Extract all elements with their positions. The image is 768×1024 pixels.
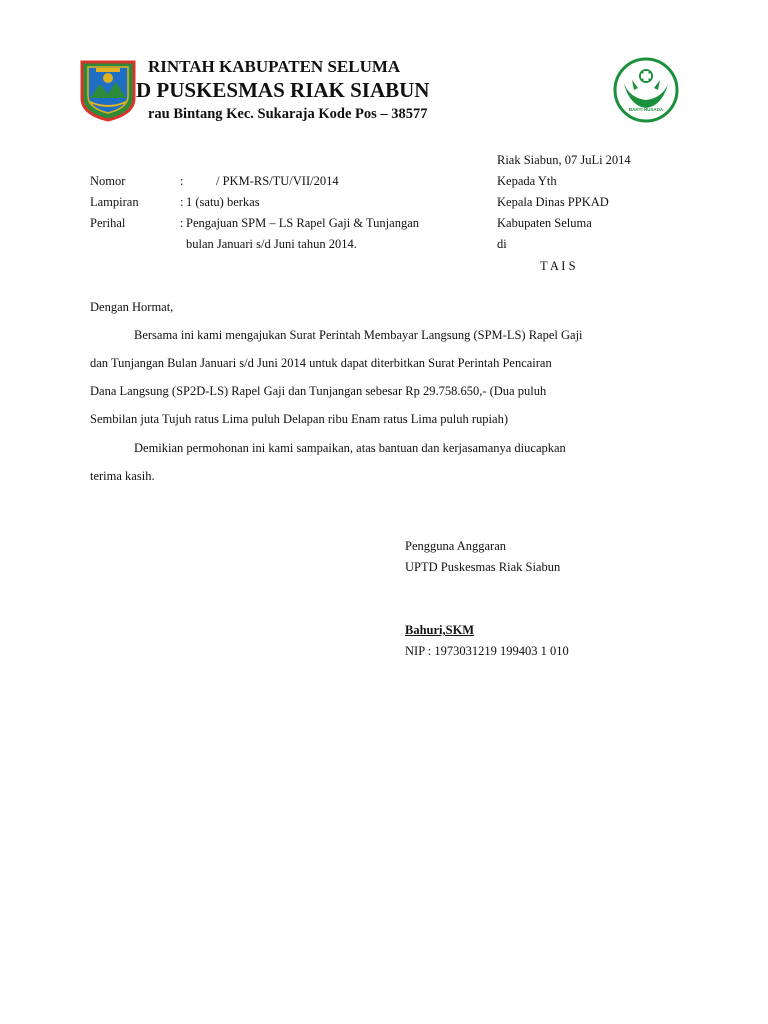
bakti-husada-label: BAKTI HUSADA: [628, 107, 664, 112]
signature-name: Bahuri,SKM: [405, 623, 475, 637]
signature-role-1: Pengguna Anggaran: [405, 539, 507, 553]
meta-sep-nomor: :: [180, 174, 184, 188]
recipient-line-3: Kabupaten Seluma: [497, 216, 592, 230]
body-line-5: Demikian permohonan ini kami sampaikan, atas bantuan dan kerjasamanya diucapkan: [134, 441, 566, 455]
recipient-line-4: di: [497, 237, 507, 251]
letter-date: Riak Siabun, 07 JuLi 2014: [497, 153, 631, 167]
header-line-3: rau Bintang Kec. Sukaraja Kode Pos – 38577: [148, 106, 428, 122]
meta-value-lampiran: 1 (satu) berkas: [186, 195, 260, 209]
header-line-1: RINTAH KABUPATEN SELUMA: [148, 57, 401, 76]
meta-value-perihal: Pengajuan SPM – LS Rapel Gaji & Tunjangan: [186, 216, 419, 230]
meta-label-perihal: Perihal: [90, 216, 126, 230]
meta-value-perihal-line2: bulan Januari s/d Juni tahun 2014.: [186, 237, 357, 251]
meta-label-nomor: Nomor: [90, 174, 126, 188]
body-line-6: terima kasih.: [90, 469, 155, 483]
header-line-2: D PUSKESMAS RIAK SIABUN: [136, 78, 430, 102]
meta-sep-lampiran: :: [180, 195, 184, 209]
bakti-husada-emblem-icon: [612, 56, 680, 124]
meta-sep-perihal: :: [180, 216, 184, 230]
recipient-line-5: T A I S: [540, 259, 576, 273]
recipient-line-1: Kepada Yth: [497, 174, 557, 188]
regency-emblem-icon: [76, 58, 140, 122]
signature-role-2: UPTD Puskesmas Riak Siabun: [405, 560, 561, 574]
meta-label-lampiran: Lampiran: [90, 195, 139, 209]
meta-value-nomor: / PKM-RS/TU/VII/2014: [216, 174, 339, 188]
body-line-3: Dana Langsung (SP2D-LS) Rapel Gaji dan Tunjangan sebesar Rp 29.758.650,- (Dua puluh: [90, 384, 547, 398]
body-line-4: Sembilan juta Tujuh ratus Lima puluh Delapan ribu Enam ratus Lima puluh rupiah): [90, 412, 508, 426]
body-line-1: Bersama ini kami mengajukan Surat Perintah Membayar Langsung (SPM-LS) Rapel Gaji: [134, 328, 583, 342]
body-line-2: dan Tunjangan Bulan Januari s/d Juni 2014 untuk dapat diterbitkan Surat Perintah Pencairan: [90, 356, 552, 370]
signature-nip: NIP : 1973031219 199403 1 010: [405, 644, 569, 658]
recipient-line-2: Kepala Dinas PPKAD: [497, 195, 609, 209]
salutation: Dengan Hormat,: [90, 300, 174, 314]
